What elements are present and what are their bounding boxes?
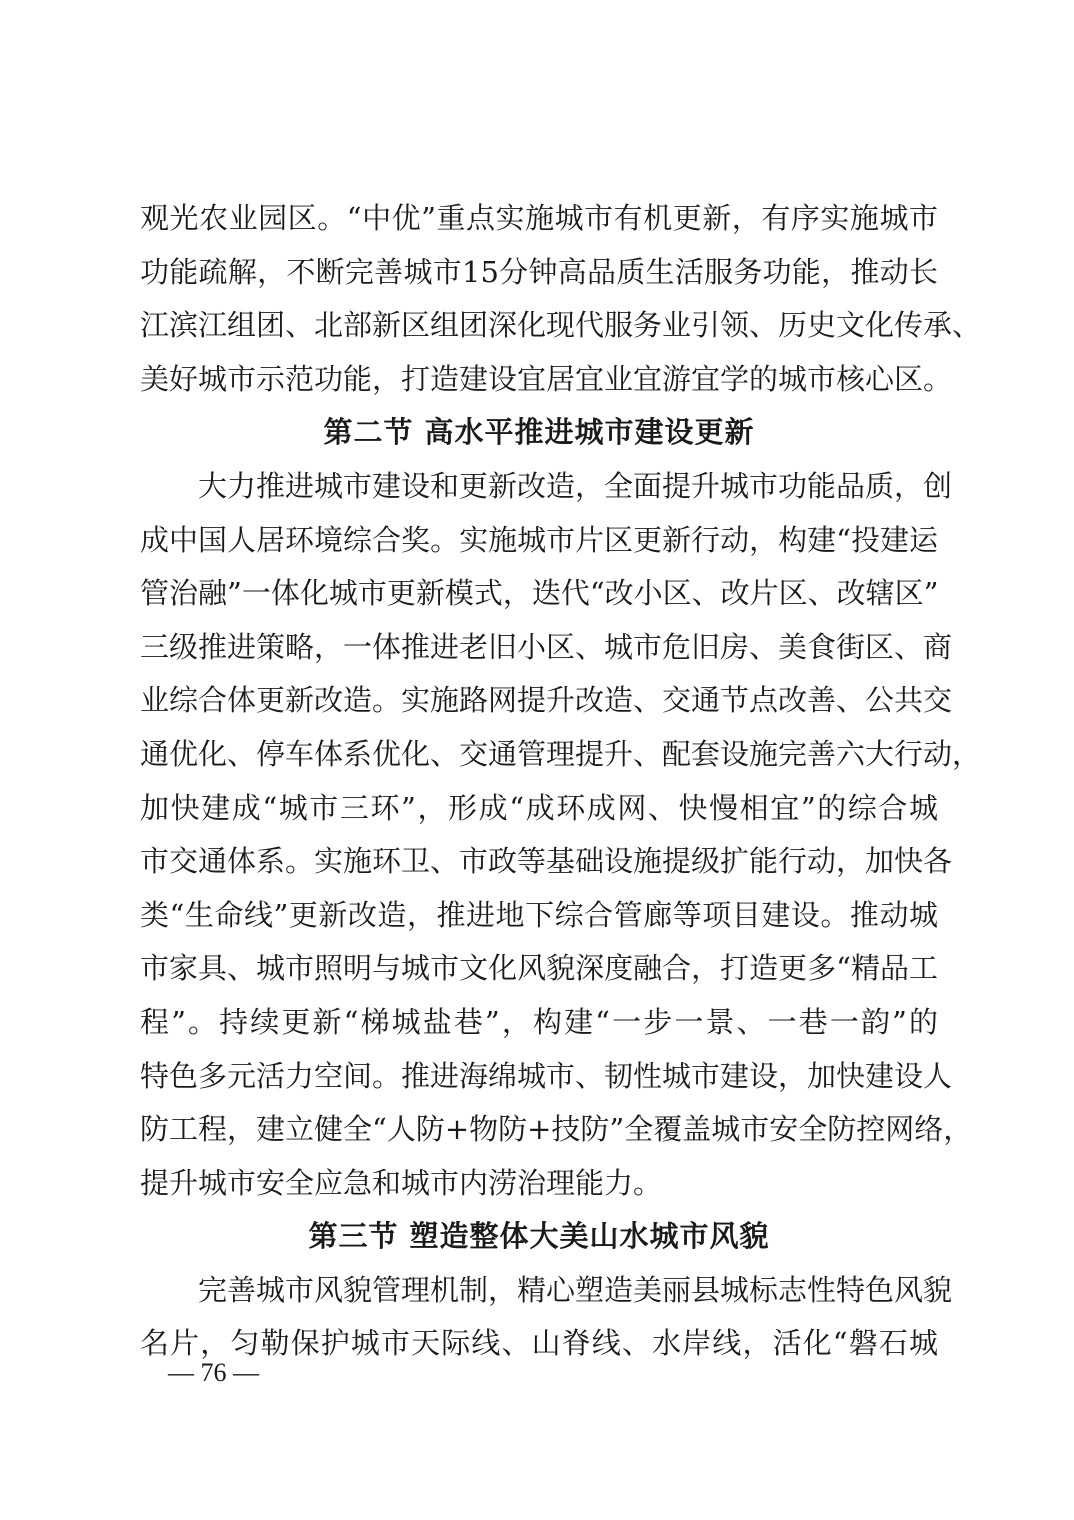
page-number: — 76 — — [168, 1358, 259, 1387]
section-heading-3: 第三节 塑造整体大美山水城市风貌 — [308, 1219, 770, 1254]
document-body — [140, 192, 982, 1371]
text-line: 功能疏解，不断完善城市15分钟高品质生活服务功能，推动长 — [140, 254, 938, 289]
text-line: 管治融”一体化城市更新模式，迭代“改小区、改片区、改辖区” — [140, 576, 939, 611]
text-line: 市交通体系。实施环卫、市政等基础设施提级扩能行动，加快各 — [140, 844, 953, 879]
text-line: 名片，匀勒保护城市天际线、山脊线、水岸线，活化“磐石城 — [140, 1326, 938, 1361]
text-line: 特色多元活力空间。推进海绵城市、韧性城市建设，加快建设人 — [140, 1058, 953, 1093]
text-line: 程”。持续更新“梯城盐巷”，构建“一步一景、一巷一韵”的 — [140, 1004, 938, 1039]
section-heading-2: 第二节 高水平推进城市建设更新 — [323, 415, 755, 450]
text-line: 成中国人居环境综合奖。实施城市片区更新行动，构建“投建运 — [140, 522, 938, 557]
text-line: 提升城市安全应急和城市内涝治理能力。 — [140, 1165, 663, 1200]
text-line: 类“生命线”更新改造，推进地下综合管廊等项目建设。推动城 — [140, 897, 938, 932]
text-line: 观光农业园区。“中优”重点实施城市有机更新，有序实施城市 — [140, 201, 938, 235]
text-line: 三级推进策略，一体推进老旧小区、城市危旧房、美食街区、商 — [140, 629, 953, 664]
text-line: 大力推进城市建设和更新改造，全面提升城市功能品质，创 — [198, 468, 953, 503]
text-line: 业综合体更新改造。实施路网提升改造、交通节点改善、公共交 — [140, 683, 953, 718]
text-line: 防工程，建立健全“人防+物防+技防”全覆盖城市安全防控网络， — [140, 1112, 973, 1147]
text-line: 江滨江组团、北部新区组团深化现代服务业引领、历史文化传承、 — [140, 308, 982, 343]
text-line: 美好城市示范功能，打造建设宜居宜业宜游宜学的城市核心区。 — [140, 361, 953, 396]
text-line: 市家具、城市照明与城市文化风貌深度融合，打造更多“精品工 — [140, 951, 938, 986]
text-line: 加快建成“城市三环”，形成“成环成网、快慢相宜”的综合城 — [140, 790, 938, 825]
text-line: 完善城市风貌管理机制，精心塑造美丽县城标志性特色风貌 — [198, 1272, 953, 1307]
text-line: 通优化、停车体系优化、交通管理提升、配套设施完善六大行动， — [140, 736, 982, 771]
